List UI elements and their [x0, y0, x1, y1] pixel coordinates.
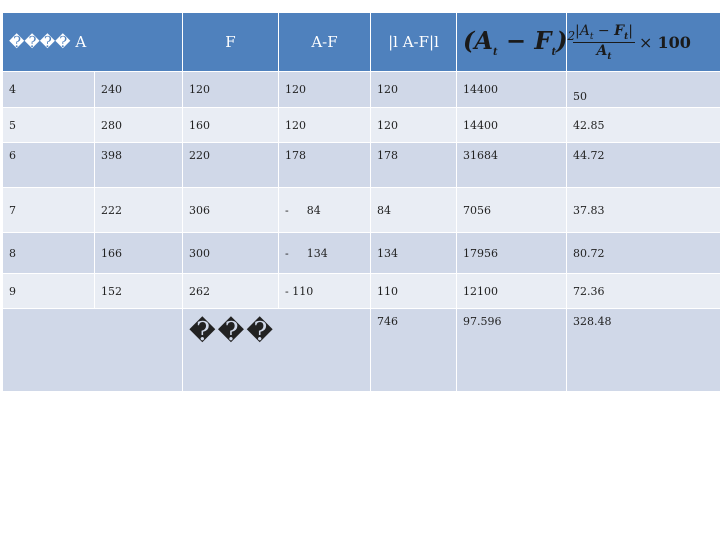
deviation-sign: - — [285, 203, 289, 217]
header-deviation-label: A-F — [311, 33, 338, 51]
period-cell: 6 — [3, 143, 95, 188]
period-cell: 5 — [3, 108, 95, 143]
table-row — [3, 274, 721, 309]
forecast-cell: 306 — [183, 188, 279, 233]
deviation-sign: - — [285, 284, 289, 298]
forecast-cell: 120 — [183, 72, 279, 108]
header-forecast-label: F — [225, 33, 236, 51]
header-actual-label: A — [75, 33, 87, 51]
forecast-cell: 160 — [183, 108, 279, 143]
deviation-cell — [279, 274, 371, 309]
squared-error-cell: 7056 — [457, 188, 567, 233]
header-period-actual — [3, 13, 183, 72]
squared-error-formula: $(A_t - F_t)^2$ — [463, 26, 576, 58]
table-row — [3, 188, 721, 233]
actual-cell: 152 — [95, 274, 183, 309]
summary-abs-deviation: 746 — [371, 309, 457, 392]
summary-label: ��� — [189, 317, 275, 347]
deviation-cell — [279, 72, 371, 108]
deviation-value: 84 — [306, 203, 321, 217]
actual-cell: 280 — [95, 108, 183, 143]
deviation-value: 120 — [285, 118, 306, 132]
squared-error-cell: 14400 — [457, 108, 567, 143]
table-row — [3, 143, 721, 188]
squared-error-cell: 12100 — [457, 274, 567, 309]
abs-deviation-cell: 84 — [371, 188, 457, 233]
pct-error-cell: 44.72 — [567, 143, 721, 188]
table-row — [3, 72, 721, 108]
deviation-value: 110 — [292, 284, 314, 298]
header-abs-deviation — [371, 13, 457, 72]
abs-deviation-cell: 110 — [371, 274, 457, 309]
squared-error-cell: 14400 — [457, 72, 567, 108]
pct-error-cell: 72.36 — [567, 274, 721, 309]
pct-error-formula: $\frac{|A_t - F_t|}{A_t}$ — [575, 22, 633, 62]
header-squared-error — [457, 13, 576, 72]
abs-deviation-cell: 120 — [371, 72, 457, 108]
summary-row — [3, 309, 721, 392]
table-row — [3, 108, 721, 143]
pct-error-cell: 50 — [567, 72, 721, 108]
deviation-cell — [279, 188, 371, 233]
actual-cell: 222 — [95, 188, 183, 233]
actual-cell: 398 — [95, 143, 183, 188]
pct-error-cell: 37.83 — [567, 188, 721, 233]
period-cell: 4 — [3, 72, 95, 108]
summary-spacer — [3, 309, 183, 392]
forecast-error-table — [2, 12, 721, 392]
forecast-cell: 300 — [183, 233, 279, 274]
abs-deviation-cell: 178 — [371, 143, 457, 188]
header-pct-error: $\frac{|A_t - F_t|}{A_t}$ × 100 — [567, 13, 721, 72]
table-row — [3, 233, 721, 274]
deviation-sign: - — [285, 246, 289, 260]
actual-cell: 240 — [95, 72, 183, 108]
period-cell: 7 — [3, 188, 95, 233]
abs-deviation-cell: 134 — [371, 233, 457, 274]
actual-cell: 166 — [95, 233, 183, 274]
squared-error-cell: 31684 — [457, 143, 567, 188]
deviation-cell — [279, 108, 371, 143]
deviation-cell — [279, 143, 371, 188]
pct-error-cell: 80.72 — [567, 233, 721, 274]
summary-pct-error: 328.48 — [567, 309, 721, 392]
summary-squared-error: 97.596 — [457, 309, 567, 392]
squared-error-cell: 17956 — [457, 233, 567, 274]
pct-error-cell: 42.85 — [567, 108, 721, 143]
deviation-value: 120 — [285, 83, 306, 96]
header-forecast — [183, 13, 279, 72]
forecast-cell: 220 — [183, 143, 279, 188]
header-deviation — [279, 13, 371, 72]
period-cell: 9 — [3, 274, 95, 309]
header-row — [3, 13, 721, 72]
abs-deviation-cell: 120 — [371, 108, 457, 143]
period-cell: 8 — [3, 233, 95, 274]
deviation-cell — [279, 233, 371, 274]
header-period-label: ���� — [9, 33, 71, 51]
header-abs-deviation-label: |l A-F|l — [388, 33, 439, 51]
deviation-value: 134 — [306, 246, 328, 260]
deviation-value: 178 — [285, 149, 306, 162]
summary-label-cell — [183, 309, 371, 392]
forecast-cell: 262 — [183, 274, 279, 309]
